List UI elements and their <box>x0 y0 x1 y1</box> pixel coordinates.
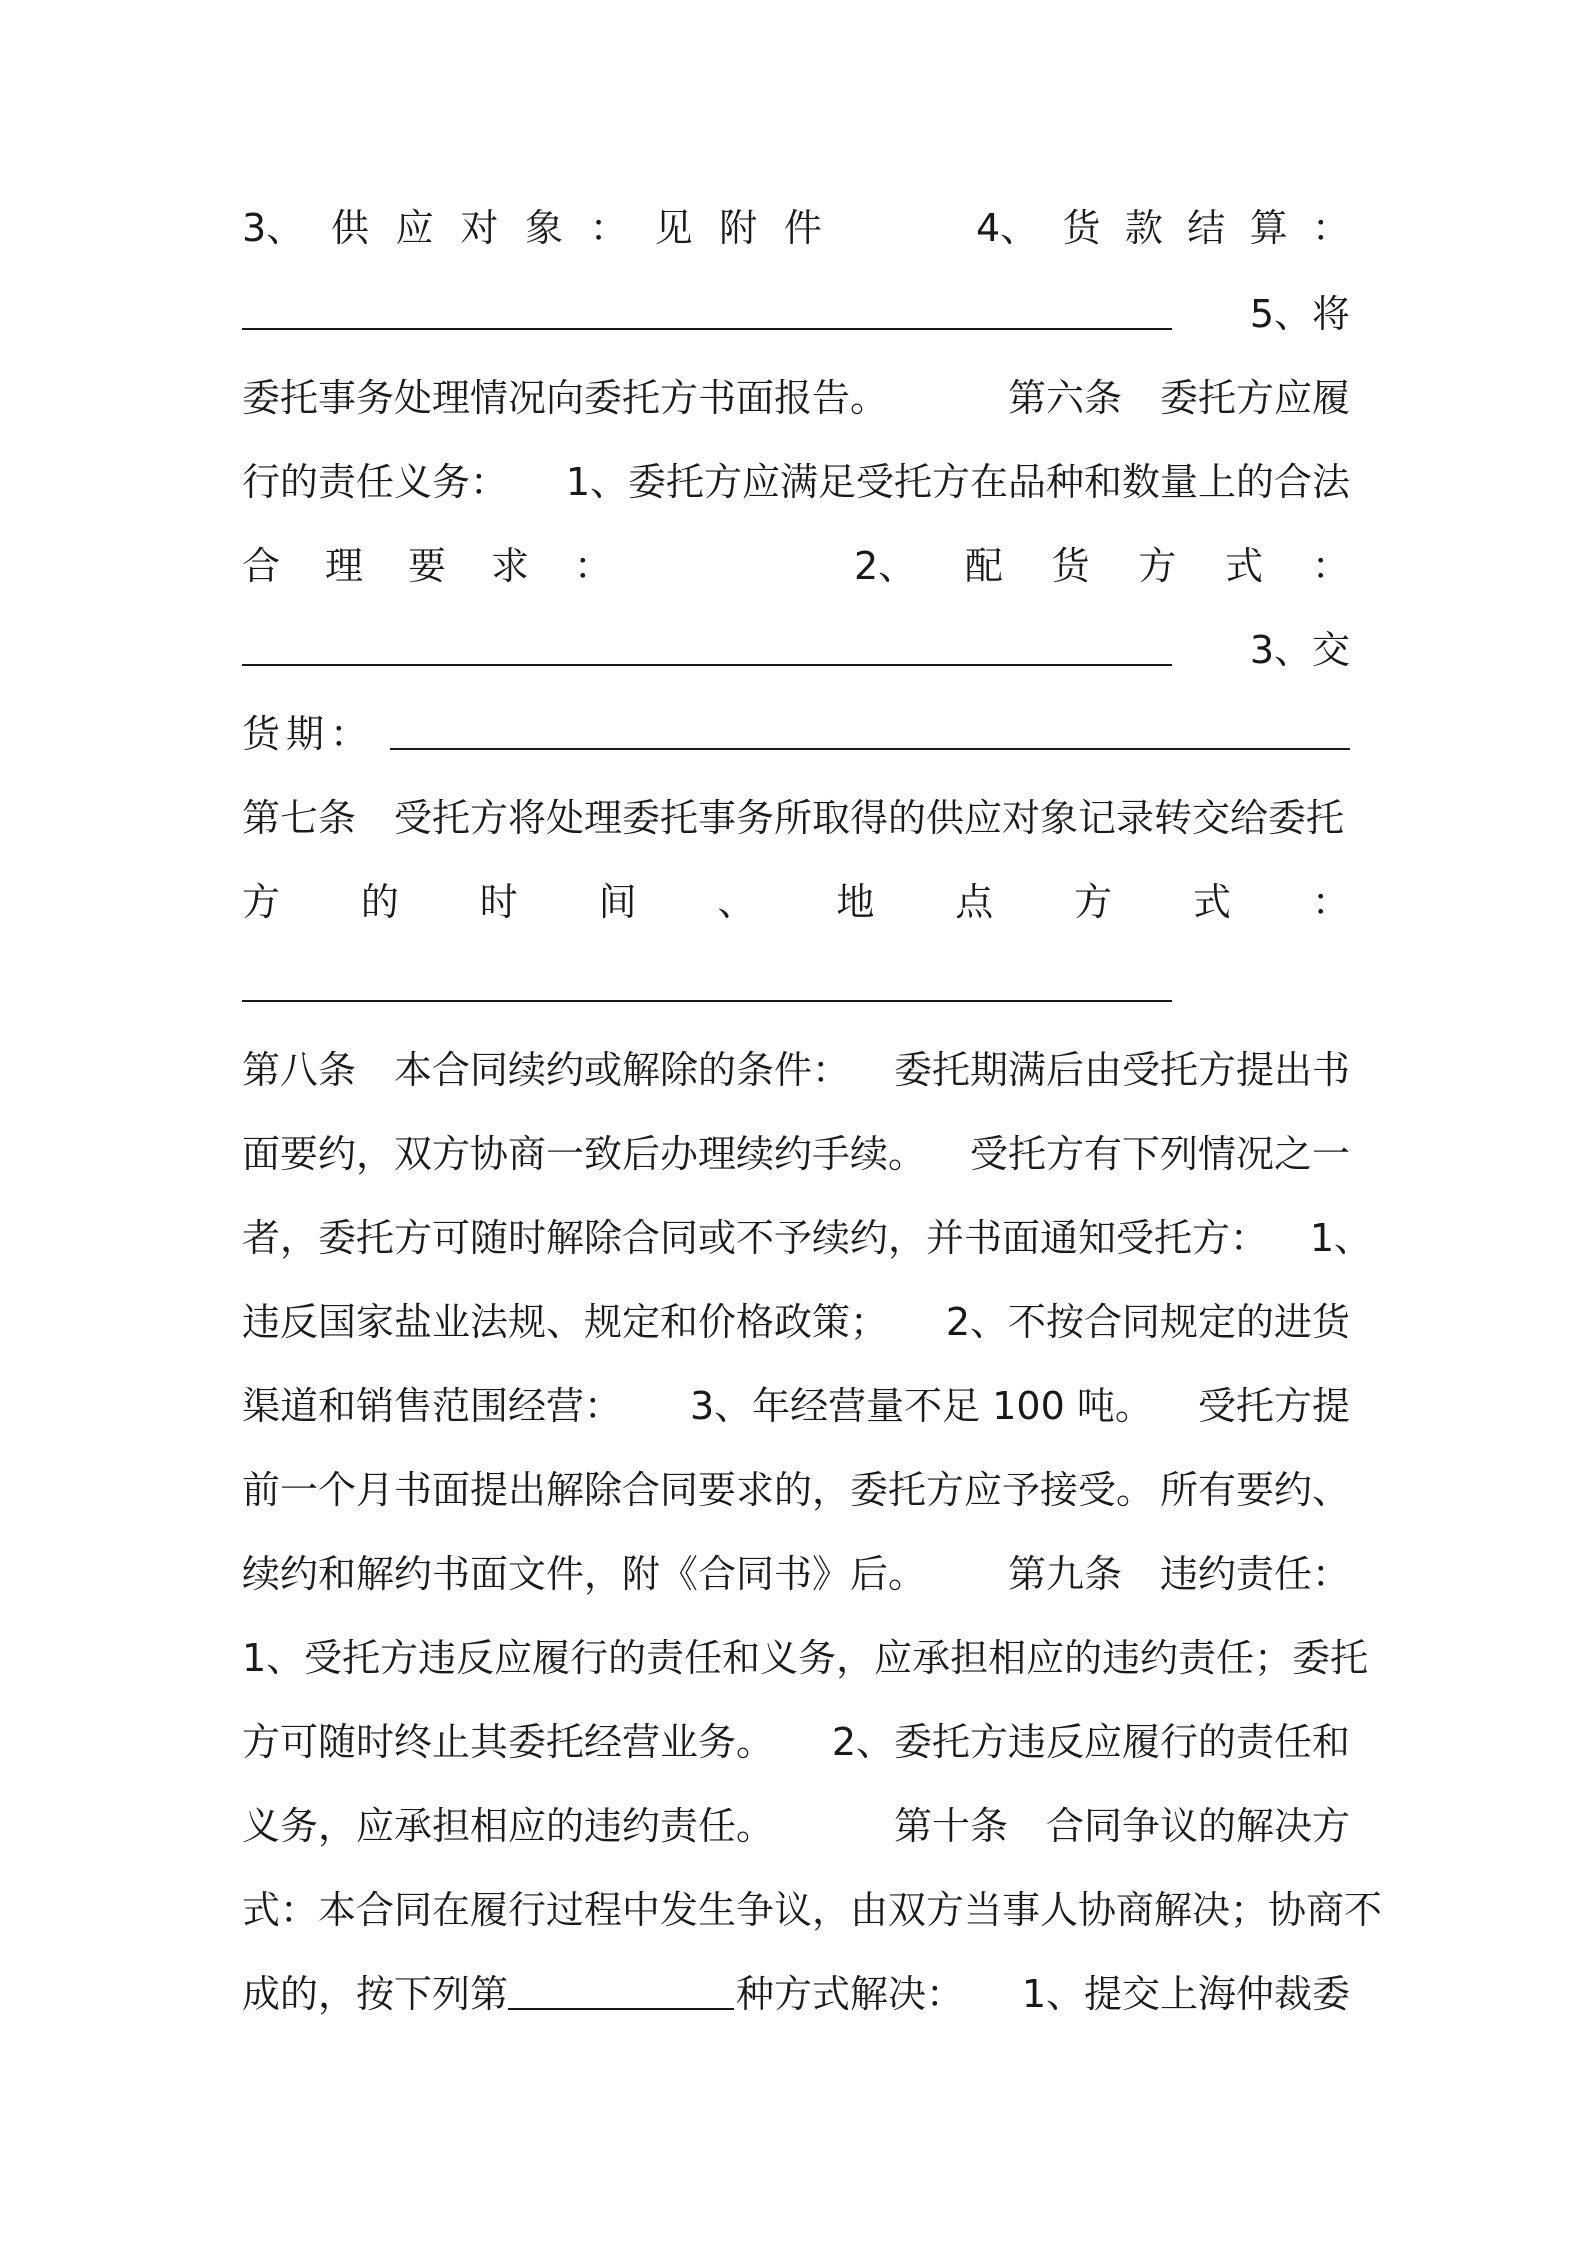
line-article-9: 续约和解约书面文件，附《合同书》后。 第九条 违约责任： <box>242 1544 1350 1604</box>
line-obligations: 行的责任义务： 1、委托方应满足受托方在品种和数量上的合法 <box>242 460 1350 504</box>
payment-settlement-label: 4、 货 款 结 算 ： <box>976 206 1350 250</box>
line-early-termination: 前一个月书面提出解除合同要求的，委托方应予接受。 所有要约、 <box>242 1468 1350 1512</box>
time-place-method-blank[interactable] <box>242 956 1172 1002</box>
line-violation-3: 渠道和销售范围经营： 3、年经营量不足 100 吨。 受托方提 <box>242 1384 1350 1428</box>
line-delivery-date: 货期： <box>242 704 1350 764</box>
line-breach-2: 方可随时终止其委托经营业务。 2、委托方违反应履行的责任和 <box>242 1720 1350 1764</box>
article-7-heading: 第七条 受托方将处理委托事务所取得的供应对象记录转交给委托 <box>242 796 1345 840</box>
line-supply-target <box>242 198 1350 258</box>
line-renewal: 面要约，双方协商一致后办理续约手续。 受托方有下列情况之一 <box>242 1132 1350 1176</box>
article-8-heading: 第八条 本合同续约或解除的条件： <box>242 1048 851 1092</box>
line-violation-1: 违反国家盐业法规、规定和价格政策； 2、不按合同规定的进货 <box>242 1300 1350 1344</box>
line-termination: 者，委托方可随时解除合同或不予续约，并书面通知受托方： 1、 <box>242 1216 1372 1260</box>
line-dispute-method: 成的，按下列第 种方式解决： 1、提交上海仲裁委 <box>242 1964 1350 2024</box>
delivery-date-blank[interactable] <box>390 704 1350 750</box>
line-distribution: 合 理 要 求 ： 2、 配 货 方 式 ： <box>242 536 1350 596</box>
line-article-8: 第八条 本合同续约或解除的条件： 委托期满后由受托方提出书 <box>242 1040 1350 1100</box>
line-time-place-blank <box>242 956 1350 1016</box>
distribution-method-blank[interactable] <box>242 620 1172 666</box>
article-9-heading: 第九条 违约责任： <box>1007 1552 1350 1596</box>
line-payment-blank <box>242 284 1350 344</box>
line-dispute: 式：本合同在履行过程中发生争议，由双方当事人协商解决；协商不 <box>242 1888 1383 1932</box>
payment-settlement-blank[interactable] <box>242 284 1172 330</box>
article-6-heading: 第六条 委托方应履 <box>1007 376 1350 420</box>
supply-target-label: 3、 供 应 对 象 ： 见 附 件 <box>242 206 822 250</box>
line-breach-1: 1、受托方违反应履行的责任和义务，应承担相应的违约责任；委托 <box>242 1636 1369 1680</box>
line-time-place-method: 方 的 时 间 、 地 点 方 式 ： <box>242 880 1350 924</box>
dispute-method-blank[interactable] <box>508 1964 734 2010</box>
line-report: 委托事务处理情况向委托方书面报告。 第六条 委托方应履 <box>242 368 1350 428</box>
article-10-heading: 第十条 合同争议的解决方 <box>893 1804 1350 1848</box>
distribution-method-label: 2、 配 货 方 式 ： <box>854 544 1350 588</box>
clause-item-5: 5、将 <box>1249 292 1350 336</box>
line-article-10: 义务，应承担相应的违约责任。 第十条 合同争议的解决方 <box>242 1796 1350 1856</box>
line-distribution-blank: 3、交 <box>242 620 1350 680</box>
line-article-7 <box>242 788 1350 848</box>
